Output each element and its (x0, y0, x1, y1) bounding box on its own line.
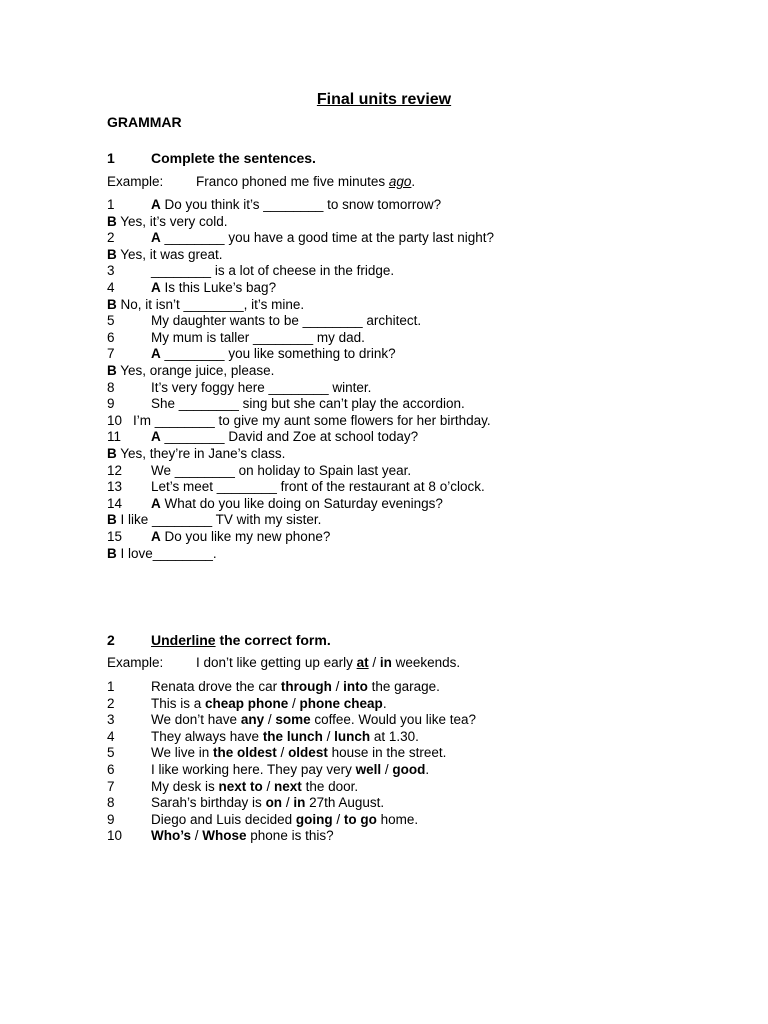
example-sentence (196, 655, 460, 670)
item-number: 8 (107, 795, 115, 811)
item-sentence: I love________. (116, 545, 217, 561)
item-text (151, 396, 465, 411)
option-separator: / (191, 828, 203, 844)
item-sentence: We ________ on holiday to Spain last year. (151, 462, 412, 478)
item-number: 10 (107, 828, 123, 844)
item-text (107, 446, 285, 461)
item-sentence-end: . (425, 762, 430, 777)
item-sentence: My mum is taller ________ my dad. (151, 329, 365, 345)
item-number: 6 (107, 329, 115, 345)
item-sentence-end: the door. (301, 778, 359, 794)
item-text (151, 463, 411, 478)
item-text: I’m ________ to give my aunt some flowers for her birthday. (133, 412, 491, 428)
section-number: 1 (107, 150, 115, 166)
item-text (151, 263, 394, 278)
speaker-label: B (107, 296, 117, 312)
item-text (151, 762, 429, 777)
option-1: any (240, 712, 265, 728)
example-text: Franco phoned me five minutes (196, 174, 389, 189)
item-number: 12 (107, 462, 123, 478)
example-text-end: weekends. (391, 655, 461, 670)
item-sentence: I like working here. They pay very (151, 762, 356, 777)
item-number: 1 (107, 197, 115, 212)
item-sentence: Yes, orange juice, please. (116, 363, 275, 378)
item-sentence-end: at 1.30. (370, 728, 419, 744)
option-2: in (293, 795, 306, 811)
option-2: to go (343, 811, 377, 827)
item-number: 3 (107, 263, 115, 279)
item-text (151, 280, 276, 295)
item-sentence-end: 27th August. (305, 795, 385, 811)
option-separator: / (282, 795, 294, 811)
option-1: next to (218, 778, 263, 794)
option-2: next (274, 778, 302, 794)
item-text (151, 696, 387, 711)
item-number: 9 (107, 811, 115, 827)
item-text (107, 297, 304, 312)
item-text (151, 330, 365, 345)
grammar-heading: GRAMMAR (107, 114, 182, 130)
option-1: through (280, 679, 332, 694)
item-sentence-end: . (382, 695, 387, 711)
item-sentence: We live in (151, 745, 214, 761)
item-sentence-end: home. (376, 811, 419, 827)
item-sentence: My desk is (151, 778, 219, 794)
item-sentence: ________ is a lot of cheese in the fridge. (151, 263, 395, 279)
example-label: Example: (107, 174, 164, 189)
example-answer: ago (388, 174, 412, 189)
speaker-label: B (107, 363, 117, 378)
item-sentence: My daughter wants to be ________ architect. (151, 313, 422, 329)
item-text (151, 529, 330, 544)
item-text (151, 429, 418, 444)
item-sentence: Renata drove the car (151, 679, 281, 694)
option-2: oldest (288, 745, 328, 761)
option-1: on (265, 795, 283, 811)
section-instruction: Complete the sentences. (151, 150, 316, 166)
section-instruction (151, 632, 331, 648)
speaker-label: A (151, 529, 161, 544)
speaker-label: B (107, 446, 117, 461)
example-text-end: . (411, 174, 416, 189)
item-sentence: They always have (151, 728, 263, 744)
option-separator: / (331, 679, 344, 694)
option-1: the oldest (213, 745, 277, 761)
speaker-label: A (151, 230, 161, 246)
example-sentence (196, 174, 415, 189)
item-sentence: What do you like doing on Saturday evenings? (160, 495, 443, 511)
option-2: into (343, 679, 368, 694)
item-number: 2 (107, 230, 115, 246)
item-text (151, 197, 441, 212)
item-sentence: Do you like my new phone? (160, 529, 331, 544)
item-sentence: No, it isn’t ________, it’s mine. (116, 296, 305, 312)
item-sentence-end: phone is this? (246, 828, 334, 844)
item-text (151, 828, 334, 843)
option-1: Who’s (151, 828, 191, 844)
speaker-label: A (151, 197, 161, 212)
item-text (151, 479, 485, 494)
item-sentence: Yes, they’re in Jane’s class. (116, 446, 286, 461)
item-sentence: ________ you have a good time at the party last night? (160, 230, 494, 246)
page-title: Final units review (316, 91, 452, 108)
option-separator: / (262, 778, 275, 794)
item-sentence: She ________ sing but she can’t play the accordion. (151, 396, 465, 412)
speaker-label: A (151, 495, 161, 511)
item-text (151, 712, 476, 727)
item-number: 4 (107, 728, 115, 744)
item-sentence-end: coffee. Would you like tea? (310, 712, 476, 728)
speaker-label: A (151, 346, 161, 362)
item-number: 15 (107, 529, 123, 544)
item-number: 9 (107, 396, 115, 412)
option-separator: / (332, 811, 344, 827)
option-separator: / (381, 762, 393, 777)
item-text (107, 214, 228, 229)
example-option-2: in (379, 655, 392, 670)
item-number: 8 (107, 379, 115, 395)
item-text (151, 779, 358, 794)
item-text (107, 546, 217, 561)
speaker-label: B (107, 545, 117, 561)
item-sentence: Diego and Luis decided (151, 811, 296, 827)
option-separator: / (322, 728, 335, 744)
option-2: Whose (202, 828, 247, 844)
item-number: 10 (107, 412, 123, 428)
option-2: good (392, 762, 426, 777)
item-text (151, 230, 494, 245)
option-1: cheap phone (205, 695, 289, 711)
item-text (151, 745, 446, 760)
item-text (107, 363, 274, 378)
example-option-1: at (356, 655, 369, 670)
item-number: 3 (107, 712, 115, 728)
item-sentence: This is a (151, 695, 206, 711)
item-sentence: We don’t have (151, 712, 241, 728)
example-text: I don’t like getting up early (196, 655, 357, 670)
item-sentence: ________ you like something to drink? (160, 346, 396, 362)
item-text (151, 729, 419, 744)
speaker-label: B (107, 213, 117, 229)
option-2: phone cheap (299, 695, 383, 711)
item-sentence: Do you think it’s ________ to snow tomorrow? (160, 197, 442, 212)
item-sentence: Sarah’s birthday is (151, 795, 266, 811)
item-text (151, 380, 371, 395)
item-sentence-end: the garage. (367, 679, 440, 694)
example-separator: / (368, 655, 380, 670)
item-text (151, 812, 418, 827)
speaker-label: B (107, 246, 117, 262)
example-label: Example: (107, 655, 164, 670)
item-sentence: Is this Luke’s bag? (160, 280, 277, 295)
item-sentence: Yes, it was great. (116, 246, 223, 262)
option-separator: / (276, 745, 289, 761)
item-sentence: ________ David and Zoe at school today? (160, 429, 419, 445)
instruction-rest: the correct form. (215, 632, 331, 648)
option-separator: / (264, 712, 276, 728)
item-text (107, 247, 223, 262)
item-number: 1 (107, 679, 115, 694)
speaker-label: A (151, 429, 161, 445)
item-sentence: I like ________ TV with my sister. (116, 512, 322, 528)
speaker-label: B (107, 512, 117, 528)
item-number: 7 (107, 346, 115, 362)
option-1: well (355, 762, 382, 777)
item-text (151, 795, 384, 810)
section-number: 2 (107, 632, 115, 648)
item-number: 7 (107, 778, 115, 794)
item-number: 5 (107, 745, 115, 761)
speaker-label: A (151, 280, 161, 295)
item-sentence: Let’s meet ________ front of the restaurant at 8 o’clock. (151, 479, 485, 495)
option-1: the lunch (262, 728, 323, 744)
instruction-underlined: Underline (151, 632, 216, 648)
item-sentence: It’s very foggy here ________ winter. (151, 379, 372, 395)
item-sentence: Yes, it’s very cold. (116, 213, 228, 229)
item-text (151, 313, 421, 328)
item-number: 14 (107, 495, 123, 511)
item-number: 11 (107, 429, 122, 445)
item-text (107, 512, 321, 527)
option-1: going (295, 811, 333, 827)
item-number: 6 (107, 762, 115, 777)
item-number: 5 (107, 313, 115, 329)
item-number: 2 (107, 695, 115, 711)
option-separator: / (288, 695, 300, 711)
item-text (151, 496, 443, 511)
item-number: 13 (107, 479, 123, 495)
item-text (151, 679, 440, 694)
item-sentence-end: house in the street. (327, 745, 447, 761)
option-2: lunch (334, 728, 371, 744)
item-number: 4 (107, 280, 115, 295)
option-2: some (275, 712, 311, 728)
item-text (151, 346, 396, 361)
